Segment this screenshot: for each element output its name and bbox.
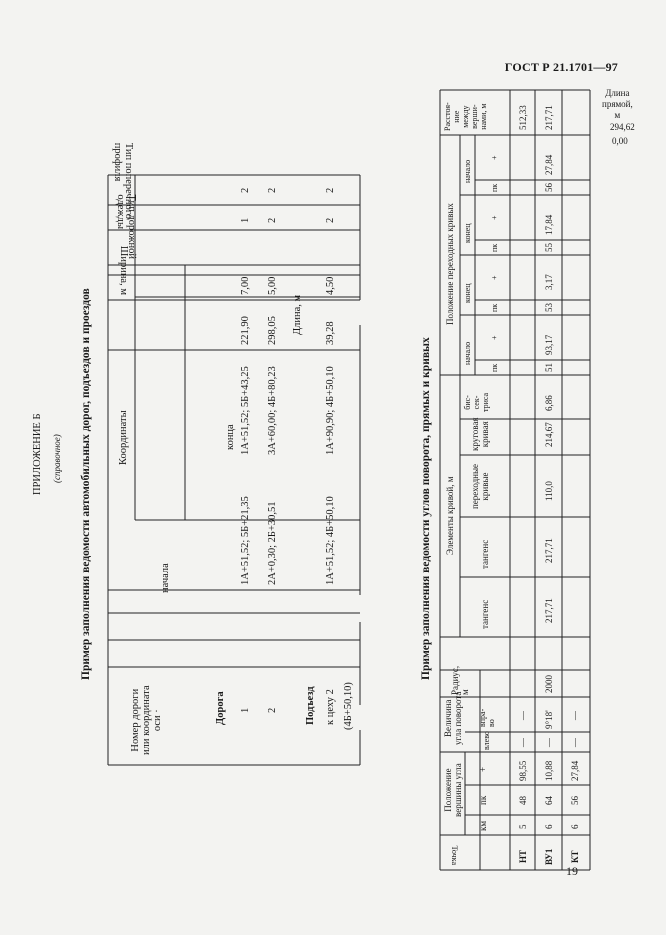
t2-row1-pk: 48: [518, 796, 528, 805]
t2-row1-right: —: [518, 711, 528, 720]
appendix-title: ПРИЛОЖЕНИЕ Б: [32, 413, 43, 495]
t2-row2-plus: 10,88: [544, 760, 554, 781]
t2-row2-p2: 3,17: [544, 274, 554, 290]
t2-left-header: влево: [482, 731, 491, 750]
t2-row3-left: —: [570, 738, 580, 747]
t2-row2-point: ВУ1: [544, 848, 554, 865]
table1-caption: Пример заполнения ведомости автомобильных дорог, подъездов и проездов: [80, 288, 92, 680]
t2-row1-km: 5: [518, 824, 528, 829]
t1-row2-name: 2: [267, 707, 278, 713]
t2-row2-dist: 217,71: [544, 105, 554, 130]
t2-len-header: Длина прямой, м: [602, 88, 633, 120]
table2-caption: Пример заполнения ведомости углов поворота, прямых и кривых: [420, 337, 432, 680]
t1-row2-width: 5,00: [267, 276, 278, 295]
t2-row2-p2pk: 53: [544, 303, 554, 312]
t2-row2-circ: 214,67: [544, 422, 554, 447]
page-number: 19: [566, 864, 578, 878]
t2-right-header: впра- во: [478, 708, 496, 727]
t2-p1plus-header: +: [490, 335, 499, 340]
t1-row2-start: 2А+0,30; 2Б+30,51: [267, 501, 278, 585]
t2-p3pk-header: пк: [490, 243, 499, 252]
t2-bis-header: бис- сек- триса: [463, 392, 490, 412]
t1-access-name: к цеху 2: [325, 689, 336, 725]
t1-profile-header: Тип поперечного профиля: [112, 142, 134, 219]
t1-row2-pavement: 2: [267, 217, 278, 223]
t2-point-header: Точка: [450, 845, 459, 865]
t2-row1-plus: 98,55: [518, 760, 528, 781]
t1-length-header: Длина, м: [292, 294, 303, 335]
t2-dist-header: Расстоя- ние между верши- нами, м: [443, 102, 488, 131]
t1-end-header: конца: [225, 424, 236, 450]
t1-start-header: начала: [160, 563, 171, 593]
t1-row2-end: 3А+60,00; 4Б+80,23: [267, 366, 278, 455]
t2-km-header: км: [478, 820, 488, 831]
t2-row2-p3: 17,84: [544, 214, 554, 235]
t2-radius-header: Радиус, м: [450, 665, 470, 695]
t2-row2-p3pk: 55: [544, 243, 554, 252]
t2-row3-km: 6: [570, 824, 580, 829]
t1-coords-header: Координаты: [118, 410, 129, 465]
t1-row2-length: 298,05: [267, 316, 278, 345]
document-code: ГОСТ Р 21.1701—97: [504, 60, 618, 74]
t2-circ-header: круговая кривая: [470, 417, 490, 451]
t1-section-access: Подъезд: [305, 686, 316, 725]
t2-tangent1-header: тангенс: [480, 599, 490, 629]
t2-row2-len: 0,00: [612, 136, 628, 146]
t2-row2-p1: 93,17: [544, 334, 554, 355]
t2-row1-left: —: [518, 738, 528, 747]
t2-start1-header: начало: [463, 341, 472, 365]
t2-row2-p4pk: 56: [544, 183, 554, 192]
t2-row2-t1: 217,71: [544, 598, 554, 623]
t2-row2-p4: 27,84: [544, 154, 554, 175]
t2-p4plus-header: +: [490, 155, 499, 160]
t2-row2-p1pk: 51: [544, 363, 554, 372]
t1-access-end: 1А+90,90; 4Б+50,10: [325, 366, 336, 455]
t2-row3-point: КТ: [570, 850, 580, 863]
t2-row3-pk: 56: [570, 796, 580, 805]
t1-row1-length: 221,90: [240, 316, 251, 345]
t1-access-profile: 2: [325, 187, 336, 193]
t2-p4pk-header: пк: [490, 183, 499, 192]
t2-tangent2-header: тангенс: [480, 539, 490, 569]
t2-row2-t2: 217,71: [544, 538, 554, 563]
t1-access-name2: (4Б+50,10): [343, 682, 354, 730]
t2-row2-pk: 64: [544, 796, 554, 805]
t1-name-header: Номер дороги или координата оси ·: [130, 685, 163, 755]
t2-end2-header: конец: [463, 223, 472, 243]
t1-row1-profile: 2: [240, 187, 251, 193]
t2-p2plus-header: +: [490, 275, 499, 280]
t2-vertex-header: Положение вершины угла: [443, 763, 463, 817]
t2-pk-header: пк: [478, 795, 488, 805]
t1-row1-name: 1: [240, 707, 251, 713]
t2-p1pk-header: пк: [490, 363, 499, 372]
t1-pavement-header: Тип дорожной одежды: [115, 194, 137, 259]
t2-row1-point: НТ: [518, 849, 528, 863]
t2-row3-plus: 27,84: [570, 760, 580, 781]
t2-row1-dist: 512,33: [518, 105, 528, 130]
t1-row1-pavement: 1: [240, 217, 251, 223]
t1-row1-start: 1А+51,52; 5Б+21,35: [240, 496, 251, 585]
t2-row2-trans: 110,0: [544, 481, 554, 501]
t1-width-header: Ширина, м: [118, 245, 129, 295]
appendix-subtitle: (справочное): [52, 434, 62, 483]
t2-row3-right: —: [570, 711, 580, 720]
t1-section-road: Дорога: [215, 691, 226, 725]
t1-row1-width: 7,00: [240, 276, 251, 295]
t1-access-length: 39,28: [325, 321, 336, 345]
t2-angle-header: Величина угла поворота: [443, 691, 463, 745]
t2-row2-left: —: [544, 738, 554, 747]
t2-plus-header: +: [478, 766, 488, 772]
t1-row1-end: 1А+51,52; 5Б+43,25: [240, 366, 251, 455]
t1-access-width: 4,50: [325, 276, 336, 295]
t2-row2-bis: 6,86: [544, 395, 554, 411]
t1-row2-profile: 2: [267, 187, 278, 193]
t2-row2-right: 9°18': [544, 710, 554, 729]
t2-row1-len: 294,62: [610, 122, 635, 132]
t1-access-pavement: 2: [325, 217, 336, 223]
t2-transition-pos-header: Положение переходных кривых: [445, 203, 455, 325]
t2-p2pk-header: пк: [490, 303, 499, 312]
t1-access-start: 1А+51,52; 4Б+50,10: [325, 496, 336, 585]
t2-p3plus-header: +: [490, 215, 499, 220]
t2-trans-header: переходные кривые: [470, 463, 490, 509]
t2-row2-radius: 2000: [544, 675, 554, 693]
t2-elements-header: Элементы кривой, м: [445, 476, 455, 555]
t2-end1-header: конец: [463, 283, 472, 303]
t2-start2-header: начало: [463, 159, 472, 183]
t2-row2-km: 6: [544, 824, 554, 829]
